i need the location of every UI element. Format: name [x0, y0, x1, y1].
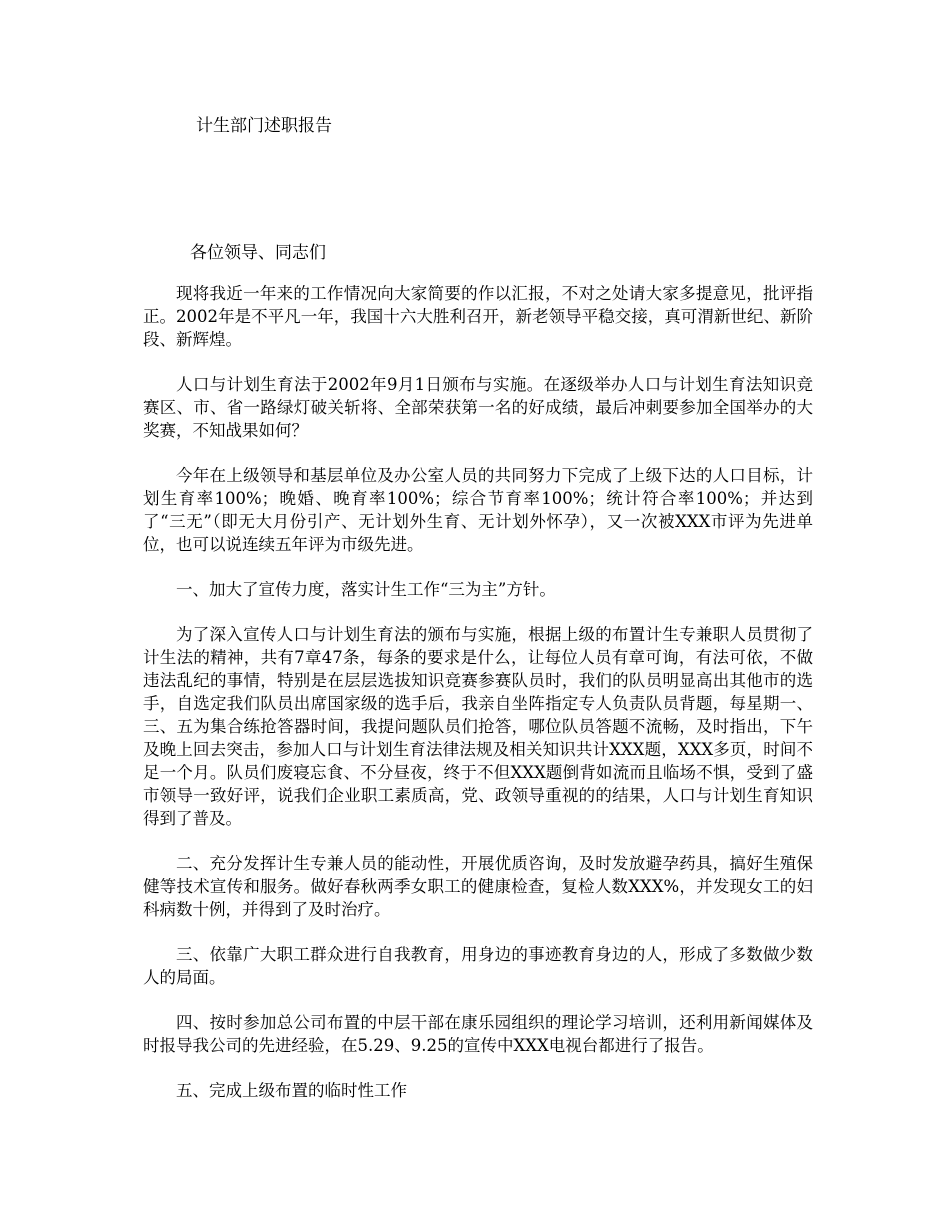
document-body [143, 282, 813, 1102]
section-item-4: 四、按时参加总公司布置的中层干部在康乐园组织的理论学习培训，还利用新闻媒体及时报导我公司的先进经验，在5.29、9.25的宣传中XXX电视台都进行了报告。 [143, 1013, 813, 1055]
paragraph-targets: 今年在上级领导和基层单位及办公室人员的共同努力下完成了上级下达的人口目标，计划生育率100%；晚婚、晚育率100%；综合节育率100%；统计符合率100%；并达到了“三无”（即无大月份引产、无计划外生育、无计划外怀孕），又一次被XXX市评为先进单位，也可以说连续五年评为市级先进。 [143, 466, 813, 554]
section-item-2: 二、充分发挥计生专兼人员的能动性，开展优质咨询，及时发放避孕药具，搞好生殖保健等技术宣传和服务。做好春秋两季女职工的健康检查，复检人数XXX%，并发现女工的妇科病数十例，并得到了及时治疗。 [143, 854, 813, 919]
section-heading-1: 一、加大了宣传力度，落实计生工作“三为主”方针。 [176, 580, 556, 599]
paragraph-publicity: 为了深入宣传人口与计划生育法的颁布与实施，根据上级的布置计生专兼职人员贯彻了计生法的精神，共有7章47条，每条的要求是什么，让每位人员有章可询，有法可依，不做违法乱纪的事情，特别是在层层选拔知识竞赛参赛队员时，我们的队员明显高出其他市的选手，自选定我们队员出席国家级的选手后，我亲自坐阵指定专人负责队员背题，每星期一、三、五为集合练抢答器时间，我提问题队员们抢答，哪位队员答题不流畅，及时指出，下午及晚上回去突击，参加人口与计划生育法律法规及相关知识共计XXX题，XXX多页，时间不足一个月。队员们废寝忘食、不分昼夜，终于不但XXX题倒背如流而且临场不惧，受到了盛市领导一致好评，说我们企业职工素质高，党、政领导重视的的结果，人口与计划生育知识得到了普及。 [143, 625, 813, 828]
paragraph-intro: 现将我近一年来的工作情况向大家简要的作以汇报，不对之处请大家多提意见，批评指正。2002年是不平凡一年，我国十六大胜利召开，新老领导平稳交接，真可渭新世纪、新阶段、新辉煌。 [143, 284, 813, 349]
paragraph-population-law: 人口与计划生育法于2002年9月1日颁布与实施。在逐级举办人口与计划生育法知识竞赛区、市、省一路绿灯破关斩将、全部荣获第一名的好成绩，最后冲刺要参加全国举办的大奖赛，不知战果如何？ [143, 375, 813, 440]
section-item-5: 五、完成上级布置的临时性工作 [176, 1081, 407, 1100]
document-title: 计生部门述职报告 [196, 116, 332, 136]
section-item-3: 三、依靠广大职工群众进行自我教育，用身边的事迹教育身边的人，形成了多数做少数人的局面。 [143, 945, 813, 987]
salutation: 各位领导、同志们 [190, 243, 326, 263]
